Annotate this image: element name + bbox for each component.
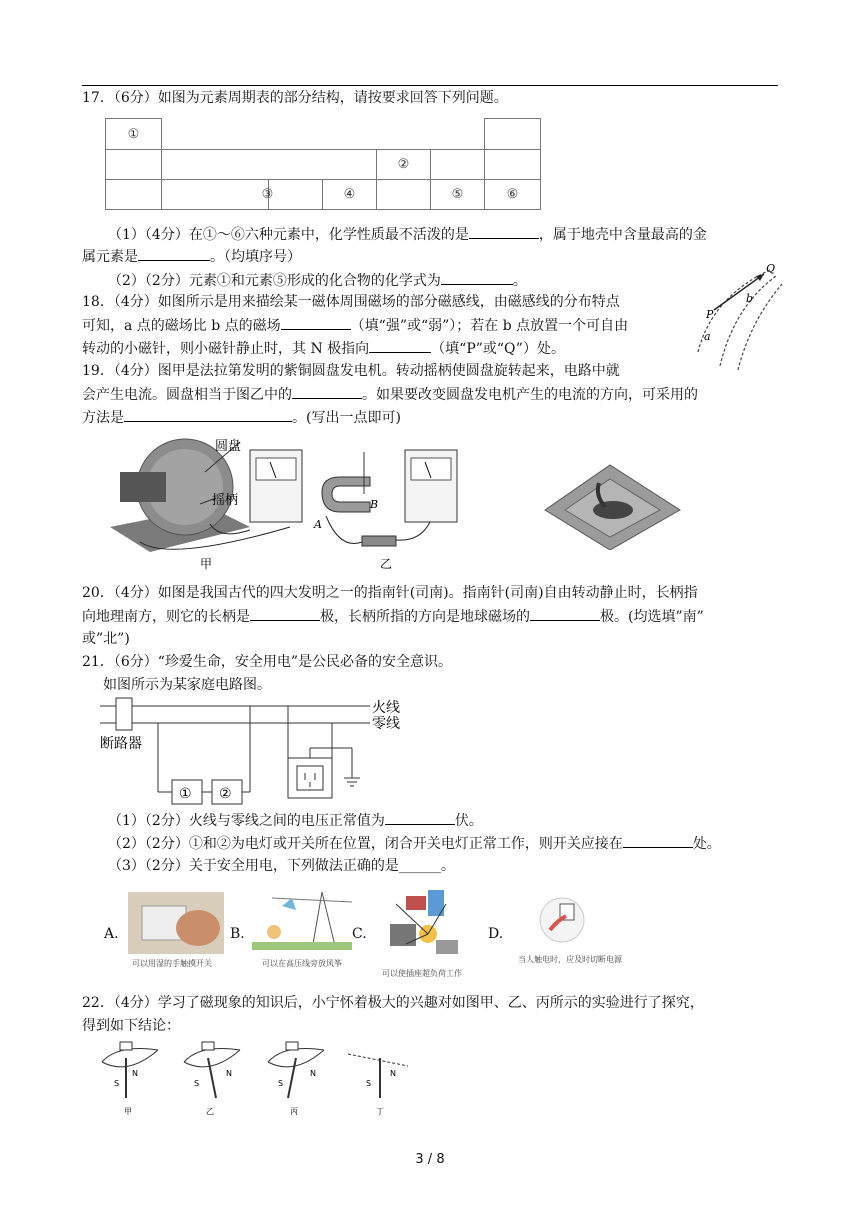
label-S: S [194, 1079, 200, 1088]
q17-p2b: 。 [512, 273, 527, 289]
answer-blank[interactable] [281, 315, 351, 330]
answer-blank[interactable] [369, 338, 431, 353]
q17-part1-line1 [108, 224, 707, 245]
breaker-box [116, 698, 132, 730]
q19-line2 [82, 384, 698, 405]
compass-needle [208, 1058, 216, 1098]
disk-generator-figure [100, 432, 480, 572]
answer-blank[interactable] [138, 246, 210, 261]
panel-label-bing: 丙 [290, 1107, 298, 1116]
q21-p2a: （2）（2分）①和②为电灯或开关所在位置，闭合开关电灯正常工作，则开关应接在 [108, 836, 623, 852]
option-C-caption: 可以使插座超负荷工作 [382, 969, 462, 978]
field-line [738, 284, 782, 370]
pt-cell-5: ⑤ [430, 179, 485, 210]
label-S: S [114, 1079, 120, 1088]
q21-part3: （3）（2分）关于安全用电，下列做法正确的是______。 [108, 858, 455, 874]
q18-l3b: （填“P”或“Q”）处。 [431, 341, 565, 357]
option-D-letter[interactable]: D. [488, 926, 504, 942]
q19-l3a: 方法是 [82, 410, 124, 426]
position-1-label: ① [179, 786, 192, 802]
label-N: N [226, 1069, 232, 1078]
label-a: a [704, 330, 711, 343]
spoon-bowl [593, 501, 633, 519]
pt-cell [105, 179, 162, 210]
answer-blank[interactable] [124, 407, 292, 422]
page-number: 3 / 8 [415, 1152, 445, 1167]
label-N: N [310, 1069, 316, 1078]
battery-icon [286, 1042, 298, 1050]
q17-p1d: 。（均填序号） [210, 249, 301, 265]
label-b: b [746, 292, 754, 305]
option-D-caption: 当人触电时，应及时切断电源 [518, 955, 622, 964]
label-jia: 甲 [200, 557, 213, 571]
magnet-block [120, 472, 166, 502]
q18-line2 [82, 315, 628, 336]
q18-l2b: （填“强”或“弱”）；若在 b 点放置一个可自由 [350, 318, 629, 334]
q21-p1a: （1）（2分）火线与零线之间的电压正常值为 [108, 813, 385, 829]
q18-line3 [82, 338, 565, 359]
answer-blank[interactable] [250, 606, 320, 621]
switch [362, 536, 396, 546]
wire [326, 516, 362, 544]
option-C-image [376, 884, 466, 964]
panel-label-jia: 甲 [124, 1107, 132, 1116]
pt-cell [161, 179, 269, 210]
power-line [272, 898, 352, 902]
answer-blank[interactable] [469, 224, 539, 239]
u-magnet [322, 477, 370, 512]
periodic-table-figure [105, 118, 565, 210]
q20-line1: 20．（4分）如图是我国古代的四大发明之一的指南针(司南)。指南针(司南)自由转动静止时，长柄指 [82, 585, 698, 601]
field-line [720, 276, 776, 366]
kite-icon [282, 898, 296, 910]
tv-icon [390, 924, 416, 946]
option-A-caption: 可以用湿的手触摸开关 [132, 959, 212, 968]
q17-p1c: 属元素是 [82, 249, 138, 265]
q19-line1: 19．（4分）图甲是法拉第发明的紫铜圆盘发电机。转动摇柄使圆盘旋转起来，电路中就 [82, 363, 620, 379]
q21-p1b: 伏。 [454, 813, 483, 829]
q20-l2a: 向地理南方，则它的长柄是 [82, 609, 250, 625]
label-handle: 摇柄 [212, 493, 239, 508]
panel-label-ding: 丁 [376, 1107, 384, 1116]
pt-cell-4: ④ [322, 179, 377, 210]
pt-cell [430, 149, 485, 180]
battery-icon [202, 1042, 214, 1050]
pt-cell-3: ③ [268, 179, 323, 210]
q17-p1a: （1）（4分）在①～⑥六种元素中，化学性质最不活泼的是 [108, 227, 469, 243]
label-A: A [314, 518, 322, 531]
pt-cell [484, 149, 541, 180]
label-yi: 乙 [380, 557, 393, 571]
q20-line3: 或”北”) [82, 631, 130, 647]
answer-blank[interactable] [623, 833, 693, 848]
panel-label-yi: 乙 [206, 1107, 214, 1116]
q18-line1: 18．（4分）如图所示是用来描绘某一磁体周围磁场的部分磁感线，由磁感线的分布特点 [82, 294, 620, 310]
q21-p2b: 处。 [692, 836, 721, 852]
neutral-label: 零线 [372, 716, 400, 732]
pt-cell [161, 149, 377, 180]
q19-l2a: 会产生电流。圆盘相当于图乙中的 [82, 387, 292, 403]
appliance-icon [436, 940, 458, 954]
household-circuit-figure [100, 696, 440, 806]
option-A-letter[interactable]: A. [104, 926, 119, 942]
answer-blank[interactable] [441, 270, 513, 285]
pt-cell [105, 149, 162, 180]
q20-line2 [82, 606, 704, 627]
label-N: N [390, 1069, 396, 1078]
label-Q: Q [766, 262, 776, 275]
wire-loop [102, 1050, 158, 1067]
pt-cell-6: ⑥ [484, 179, 541, 210]
q22-line1: 22．（4分）学习了磁现象的知识后，小宁怀着极大的兴趣对如图甲、乙、丙所示的实验进行了探究， [82, 995, 704, 1011]
q22-line2: 得到如下结论： [82, 1018, 180, 1034]
arrowhead-icon [756, 274, 764, 281]
header-rule [82, 85, 778, 86]
wire-line [348, 1054, 408, 1066]
wire [396, 522, 430, 540]
q21-line2: 如图所示为某家庭电路图。 [103, 677, 271, 693]
q21-line1: 21．（6分）“珍爱生命，安全用电”是公民必备的安全意识。 [82, 654, 453, 670]
answer-blank[interactable] [292, 384, 362, 399]
q17-p1b: ，属于地壳中含量最高的金 [538, 227, 707, 243]
q17-part2 [108, 270, 527, 291]
hand-icon [176, 910, 220, 946]
label-P: P [706, 308, 714, 321]
panel-bing [268, 1042, 324, 1116]
compass-needle [288, 1058, 296, 1098]
person-icon [267, 925, 281, 939]
panel-yi [184, 1042, 240, 1116]
label-disk: 圆盘 [215, 439, 242, 454]
answer-blank[interactable] [530, 606, 600, 621]
q19-line3 [82, 407, 401, 428]
option-B-letter[interactable]: B. [230, 926, 245, 942]
breaker-label: 断路器 [100, 736, 142, 752]
option-D-image [536, 894, 588, 946]
option-B-caption: 可以在高压线旁放风筝 [262, 959, 342, 968]
pt-cell-2: ② [376, 149, 431, 180]
q21-part1 [108, 810, 483, 831]
q20-l2c: 极。(均选填”南” [600, 609, 704, 625]
label-B: B [370, 498, 379, 511]
pt-cell-1: ① [105, 118, 162, 150]
option-C-letter[interactable]: C. [352, 926, 367, 942]
label-S: S [278, 1079, 284, 1088]
q19-l3b: 。(写出一点即可) [292, 410, 401, 426]
arrow-line [714, 274, 764, 310]
sinan-compass-figure [535, 455, 685, 550]
q17-part1-line2 [82, 246, 301, 267]
answer-blank[interactable] [385, 810, 455, 825]
wire-loop [184, 1049, 240, 1063]
q17-stem: 17．（6分）如图为元素周期表的部分结构，请按要求回答下列问题。 [82, 90, 508, 106]
grass [252, 942, 352, 950]
wire-loop [184, 1050, 240, 1067]
appliance-icon [406, 896, 426, 910]
battery-icon [120, 1042, 132, 1050]
q17-p2a: （2）（2分）元素①和元素⑤形成的化合物的化学式为 [108, 273, 441, 289]
q19-l2b: 。如果要改变圆盘发电机产生的电流的方向，可采用的 [362, 387, 698, 403]
label-N: N [132, 1069, 138, 1078]
magnetic-field-lines-figure [690, 262, 790, 370]
oersted-experiment-figure [98, 1036, 428, 1118]
live-label: 火线 [372, 700, 400, 716]
option-B-image [252, 888, 352, 952]
pt-cell-top-right [484, 118, 541, 150]
label-S: S [366, 1079, 372, 1088]
q21-part2 [108, 833, 721, 854]
q20-l2b: 极，长柄所指的方向是地球磁场的 [320, 609, 530, 625]
wire-loop [102, 1049, 158, 1063]
q18-l2a: 可知，a 点的磁场比 b 点的磁场 [82, 318, 281, 334]
panel-jia [102, 1042, 158, 1116]
pt-cell [376, 179, 431, 210]
option-A-image [128, 892, 224, 954]
q18-l3a: 转动的小磁针，则小磁针静止时，其 N 极指向 [82, 341, 370, 357]
position-2-label: ② [219, 786, 232, 802]
panel-ding [348, 1054, 408, 1116]
